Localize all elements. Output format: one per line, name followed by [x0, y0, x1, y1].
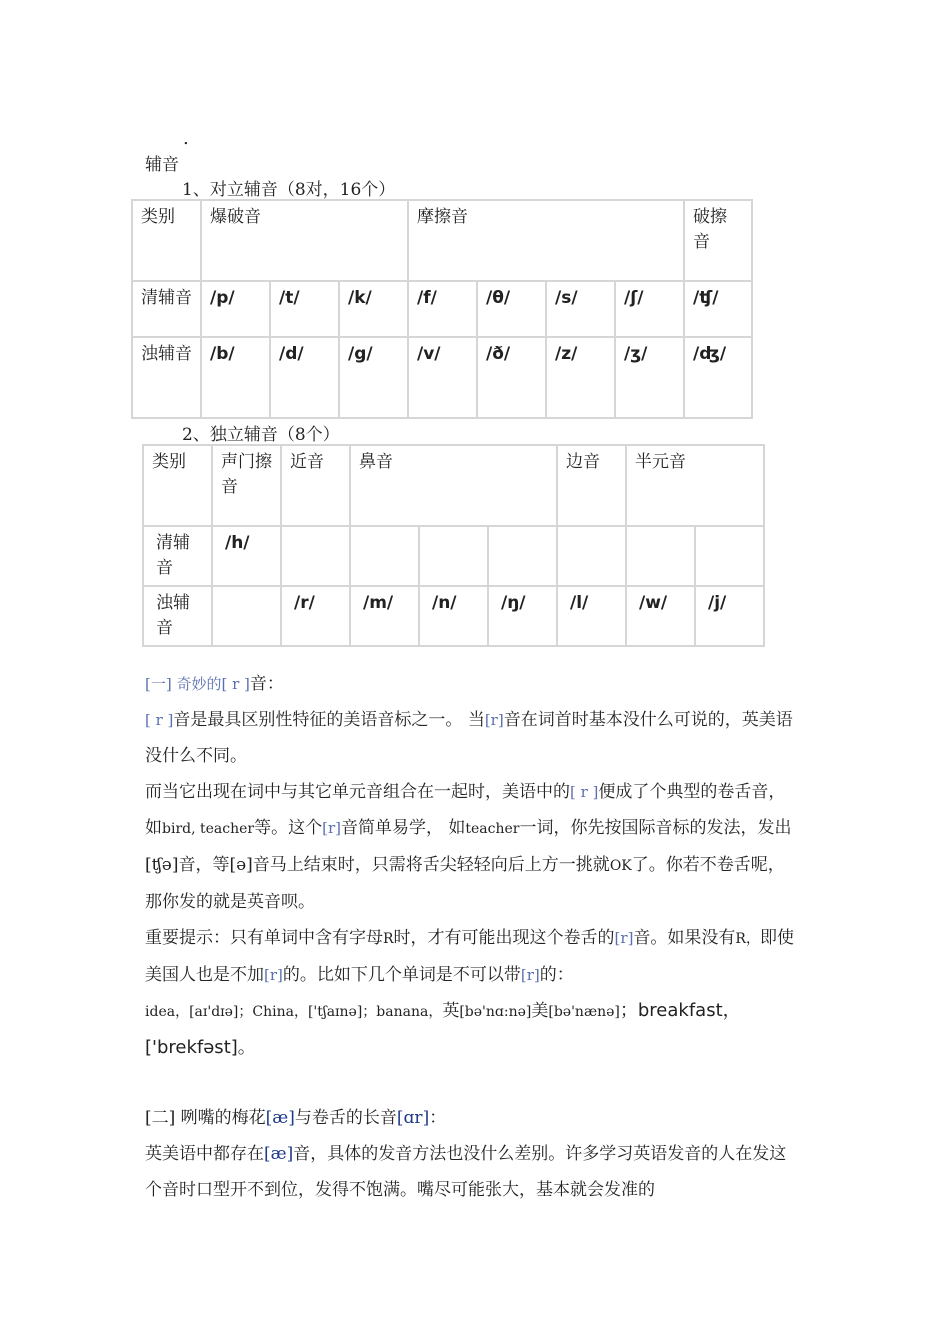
header-plosive: 爆破音	[201, 200, 408, 281]
phoneme-cell	[557, 526, 626, 586]
phoneme-cell	[488, 526, 557, 586]
table-row	[143, 445, 764, 526]
part2-section	[145, 1100, 795, 1208]
header-semivowel: 半元音	[626, 445, 764, 526]
row-label-voiced: 浊辅音	[143, 586, 212, 646]
phoneme-cell: /ʃ/	[615, 281, 684, 337]
part1-examples: idea，[aɪ'dɪə]；China，['tʃaɪnə]；banana，英[bə'nɑ:nə]美[bə'nænə]；breakfast，['brekfəst]。	[145, 1000, 741, 1058]
section2-title: 2、独立辅音（8个）	[182, 425, 340, 445]
phoneme-cell	[626, 526, 695, 586]
heading-consonants: 辅音	[145, 155, 179, 175]
part1-paragraph-2: 而当它出现在词中与其它单元音组合在一起时，美语中的[ r ]便成了个典型的卷舌音，如bird, teacher等。这个[r]音简单易学， 如teacher一词，你先按国际音标的发法，发出[ʧə]音，等[ə]音马上结束时，只需将舌尖轻轻向后上方一挑就OK了。你若不卷舌呢，那你发的就是英音呗。	[145, 782, 792, 912]
phoneme-cell: /w/	[626, 586, 695, 646]
header-affricate: 破擦音	[684, 200, 752, 281]
phoneme-cell: /l/	[557, 586, 626, 646]
header-nasal: 鼻音	[350, 445, 557, 526]
phoneme-cell	[281, 526, 350, 586]
row-label-voiceless: 清辅音	[132, 281, 201, 337]
phoneme-cell: /p/	[201, 281, 270, 337]
phoneme-cell: /j/	[695, 586, 764, 646]
phoneme-cell: /θ/	[477, 281, 546, 337]
section1-title: 1、对立辅音（8对，16个）	[182, 180, 396, 200]
phoneme-cell: /v/	[408, 337, 477, 418]
table-row	[143, 586, 764, 646]
header-category: 类别	[143, 445, 212, 526]
phoneme-cell: /ʒ/	[615, 337, 684, 418]
phoneme-cell: /r/	[281, 586, 350, 646]
part1-title: [一] 奇妙的[ r ]音：	[145, 674, 284, 694]
phoneme-cell	[419, 526, 488, 586]
phoneme-cell	[695, 526, 764, 586]
top-dot: .	[183, 128, 189, 149]
part1-paragraph-3: 重要提示：只有单词中含有字母R时，才有可能出现这个卷舌的[r]音。如果没有R，即使美国人也是不加[r]的。比如下几个单词是不可以带[r]的：	[145, 928, 794, 985]
phoneme-cell: /s/	[546, 281, 615, 337]
paired-consonants-table	[131, 199, 753, 419]
phoneme-cell: /ŋ/	[488, 586, 557, 646]
header-category: 类别	[132, 200, 201, 281]
phoneme-cell: /ð/	[477, 337, 546, 418]
phoneme-cell: /m/	[350, 586, 419, 646]
phoneme-cell	[212, 586, 281, 646]
independent-consonants-table	[142, 444, 765, 647]
part2-paragraph-1: 英美语中都存在[æ]音，具体的发音方法也没什么差别。许多学习英语发音的人在发这个音时口型开不到位，发得不饱满。嘴尽可能张大，基本就会发准的	[145, 1144, 787, 1200]
row-label-voiceless: 清辅音	[143, 526, 212, 586]
phoneme-cell: /g/	[339, 337, 408, 418]
table-row	[132, 281, 752, 337]
phoneme-cell	[350, 526, 419, 586]
row-label-voiced: 浊辅音	[132, 337, 201, 418]
table-row	[132, 337, 752, 418]
part2-title: [二] 咧嘴的梅花[æ]与卷舌的长音[ɑr]：	[145, 1108, 447, 1128]
phoneme-cell: /b/	[201, 337, 270, 418]
phoneme-cell: /z/	[546, 337, 615, 418]
part1-paragraph-1: [ r ]音是最具区别性特征的美语音标之一。 当[r]音在词首时基本没什么可说的，英美语没什么不同。	[145, 710, 793, 766]
phoneme-cell: /k/	[339, 281, 408, 337]
table-row	[132, 200, 752, 281]
phoneme-cell: /ʤ/	[684, 337, 752, 418]
header-approximant: 近音	[281, 445, 350, 526]
phoneme-cell: /n/	[419, 586, 488, 646]
phoneme-cell: /h/	[212, 526, 281, 586]
phoneme-cell: /ʧ/	[684, 281, 752, 337]
header-fricative: 摩擦音	[408, 200, 684, 281]
table-row	[143, 526, 764, 586]
part1-section	[145, 666, 795, 1066]
phoneme-cell: /d/	[270, 337, 339, 418]
header-glottal: 声门擦音	[212, 445, 281, 526]
phoneme-cell: /f/	[408, 281, 477, 337]
phoneme-cell: /t/	[270, 281, 339, 337]
header-lateral: 边音	[557, 445, 626, 526]
